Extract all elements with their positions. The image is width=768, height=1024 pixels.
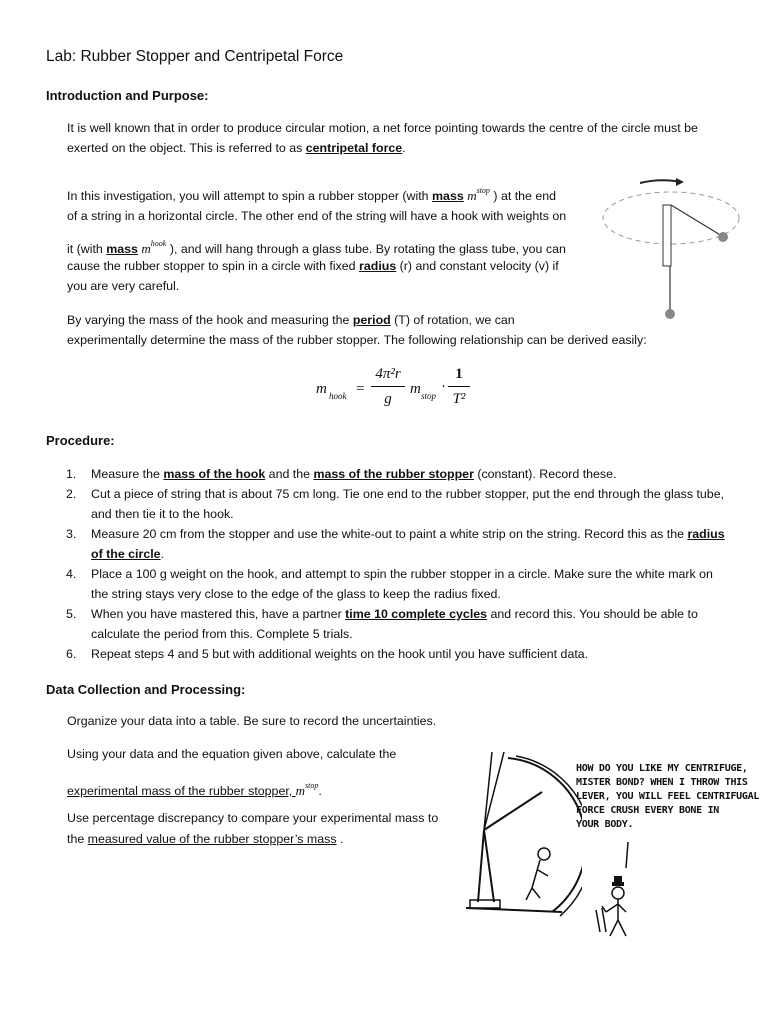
intro-paragraph-2-line-2: of a string in a horizontal circle. The other end of the string will have a hook with weights on (67, 209, 567, 223)
procedure-step-1: 1. Measure the mass of the hook and the mass of the rubber stopper (constant). Record these. (66, 467, 617, 481)
procedure-step-5: 5. When you have mastered this, have a partner time 10 complete cycles and record this. You should be able to calculate the period from this. Complete 5 trials. (66, 607, 698, 641)
intro-paragraph-3-line-1: By varying the mass of the hook and measuring the period (T) of rotation, we can (67, 313, 515, 327)
data-heading: Data Collection and Processing: (46, 682, 246, 697)
intro-paragraph-3-line-2: experimentally determine the mass of the rubber stopper. The following relationship can be derived easily: (67, 333, 647, 347)
centrifuge-rim (508, 758, 582, 912)
intro-paragraph-2-line-1: In this investigation, you will attempt to spin a rubber stopper (with mass $m^{stop}$ ) at the end (67, 186, 557, 203)
rotation-arrow (640, 180, 682, 183)
hook-weight (665, 309, 675, 319)
procedure-heading: Procedure: (46, 433, 115, 448)
comic-speech: HOW DO YOU LIKE MY CENTRIFUGE, MISTER BOND? WHEN I THROW THIS LEVER, YOU WILL FEEL CENTRIFUGAL FORCE CRUSH EVERY BONE IN YOUR BODY. (576, 763, 760, 830)
intro-paragraph-1: It is well known that in order to produce circular motion, a net force pointing towards the centre of the circle must be exerted on the object. This is referred to as centripetal force. (67, 121, 698, 155)
procedure-step-3: 3. Measure 20 cm from the stopper and use the white-out to paint a white strip on the string. Record this as the radius of the circle. (66, 527, 725, 561)
bond-figure (526, 860, 548, 900)
intro-paragraph-2-line-4: cause the rubber stopper to spin in a circle with fixed radius (r) and constant velocity (v) if (67, 259, 559, 273)
rubber-stopper (718, 232, 728, 242)
string-to-stopper (671, 205, 722, 236)
support-cable-left (484, 752, 492, 830)
procedure-step-4: 4. Place a 100 g weight on the hook, and attempt to spin the rubber stopper in a circle. Make sure the white mark on the string stays very close to the edge of the glass to keep the radius fixed. (66, 567, 713, 601)
speech-pointer (626, 842, 628, 868)
glass-tube (663, 205, 671, 266)
procedure-list (66, 464, 726, 664)
equation: m hook = 4π²r g m stop · 1 T² (316, 366, 476, 416)
apparatus-diagram (596, 172, 746, 322)
villain-head (612, 887, 624, 899)
document-title: Lab: Rubber Stopper and Centripetal Force (46, 48, 344, 65)
arrowhead-icon (676, 178, 684, 186)
procedure-step-2: 2. Cut a piece of string that is about 75 cm long. Tie one end to the rubber stopper, put the end through the glass tube, and then tie it to the hook. (66, 487, 725, 521)
intro-paragraph-2-line-5: you are very careful. (67, 279, 180, 293)
bond-head (538, 848, 550, 860)
centrifuge-base (470, 900, 500, 908)
data-paragraph-3-line-1: Use percentage discrepancy to compare your experimental mass to (67, 811, 439, 825)
procedure-step-6: 6. Repeat steps 4 and 5 but with additional weights on the hook until you have sufficient data. (66, 647, 589, 661)
data-paragraph-1: Organize your data into a table. Be sure to record the uncertainties. (67, 714, 437, 728)
centrifuge-comic-drawing (452, 752, 582, 924)
intro-paragraph-2-line-3: it (with mass $m^{hook}$ ), and will hang through a glass tube. By rotating the glass tube, you can (67, 239, 566, 256)
centripetal-force-term: centripetal force (305, 141, 403, 155)
centrifuge-axle-2 (484, 830, 494, 902)
data-paragraph-2-line-1: Using your data and the equation given above, calculate the (67, 747, 397, 761)
centrifuge-axle (478, 830, 484, 902)
intro-heading: Introduction and Purpose: (46, 88, 209, 103)
data-paragraph-2-line-2: experimental mass of the rubber stopper, $m^{stop}$. (67, 781, 322, 798)
villain-figure (588, 840, 638, 940)
data-paragraph-3-line-2: the measured value of the rubber stopper’s mass . (67, 832, 344, 846)
villain-body (596, 899, 626, 936)
